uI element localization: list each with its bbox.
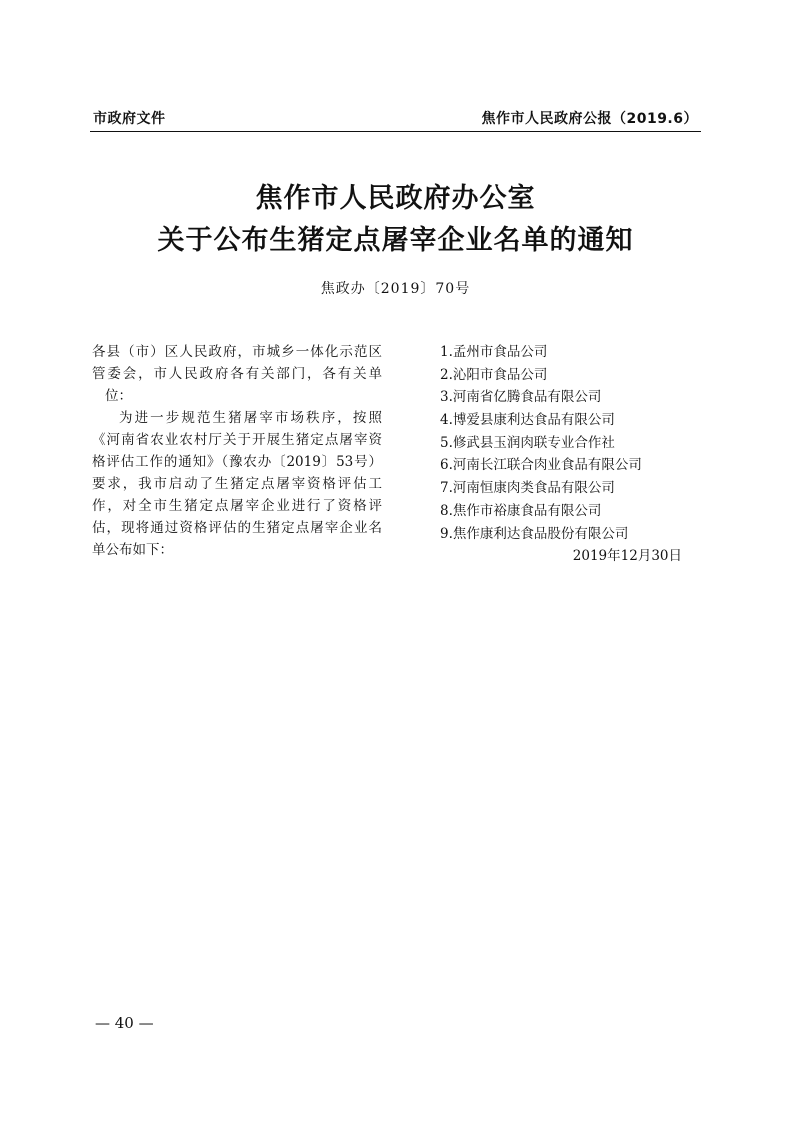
page-title-line-2: 关于公布生猪定点屠宰企业名单的通知: [157, 225, 634, 256]
body-line: 《河南省农业农村厅关于开展生猪定点屠宰资: [92, 432, 382, 448]
list-item: 9.焦作康利达食品股份有限公司: [440, 525, 629, 542]
header-category: 市政府文件: [93, 111, 166, 127]
body-line: 格评估工作的通知》（豫农办〔2019〕53号）: [92, 454, 382, 470]
page-number: — 40 —: [95, 1014, 154, 1032]
list-item: 7.河南恒康肉类食品有限公司: [440, 480, 615, 497]
body-line: 各县（市）区人民政府，市城乡一体化示范区: [92, 344, 382, 360]
issue-date: 2019年12月30日: [572, 548, 682, 565]
list-item: 4.博爱县康利达食品有限公司: [440, 412, 615, 429]
body-line: 估，现将通过资格评估的生猪定点屠宰企业名: [92, 520, 382, 536]
header-divider: [90, 131, 701, 132]
document-number: 焦政办〔2019〕70号: [320, 281, 471, 297]
header-publication: 焦作市人民政府公报（2019.6）: [481, 111, 698, 127]
body-line: 单公布如下：: [92, 542, 173, 558]
list-item: 3.河南省亿腾食品有限公司: [440, 389, 602, 406]
body-line: 作，对全市生猪定点屠宰企业进行了资格评: [92, 498, 382, 514]
list-item: 1.孟州市食品公司: [440, 344, 548, 360]
list-item: 8.焦作市裕康食品有限公司: [440, 502, 602, 519]
body-line: 要求，我市启动了生猪定点屠宰资格评估工: [92, 476, 382, 492]
notice-body: [92, 341, 382, 561]
body-line: 管委会，市人民政府各有关部门，各有关单: [92, 366, 382, 382]
page-title-line-1: 焦作市人民政府办公室: [255, 183, 536, 214]
enterprise-list: [440, 341, 702, 567]
body-line: 为进一步规范生猪屠宰市场秩序，按照: [119, 410, 382, 426]
list-item: 5.修武县玉润肉联专业合作社: [440, 434, 615, 451]
list-item: 6.河南长江联合肉业食品有限公司: [440, 457, 642, 474]
body-line: 位：: [105, 388, 132, 404]
list-item: 2.沁阳市食品公司: [440, 366, 548, 383]
